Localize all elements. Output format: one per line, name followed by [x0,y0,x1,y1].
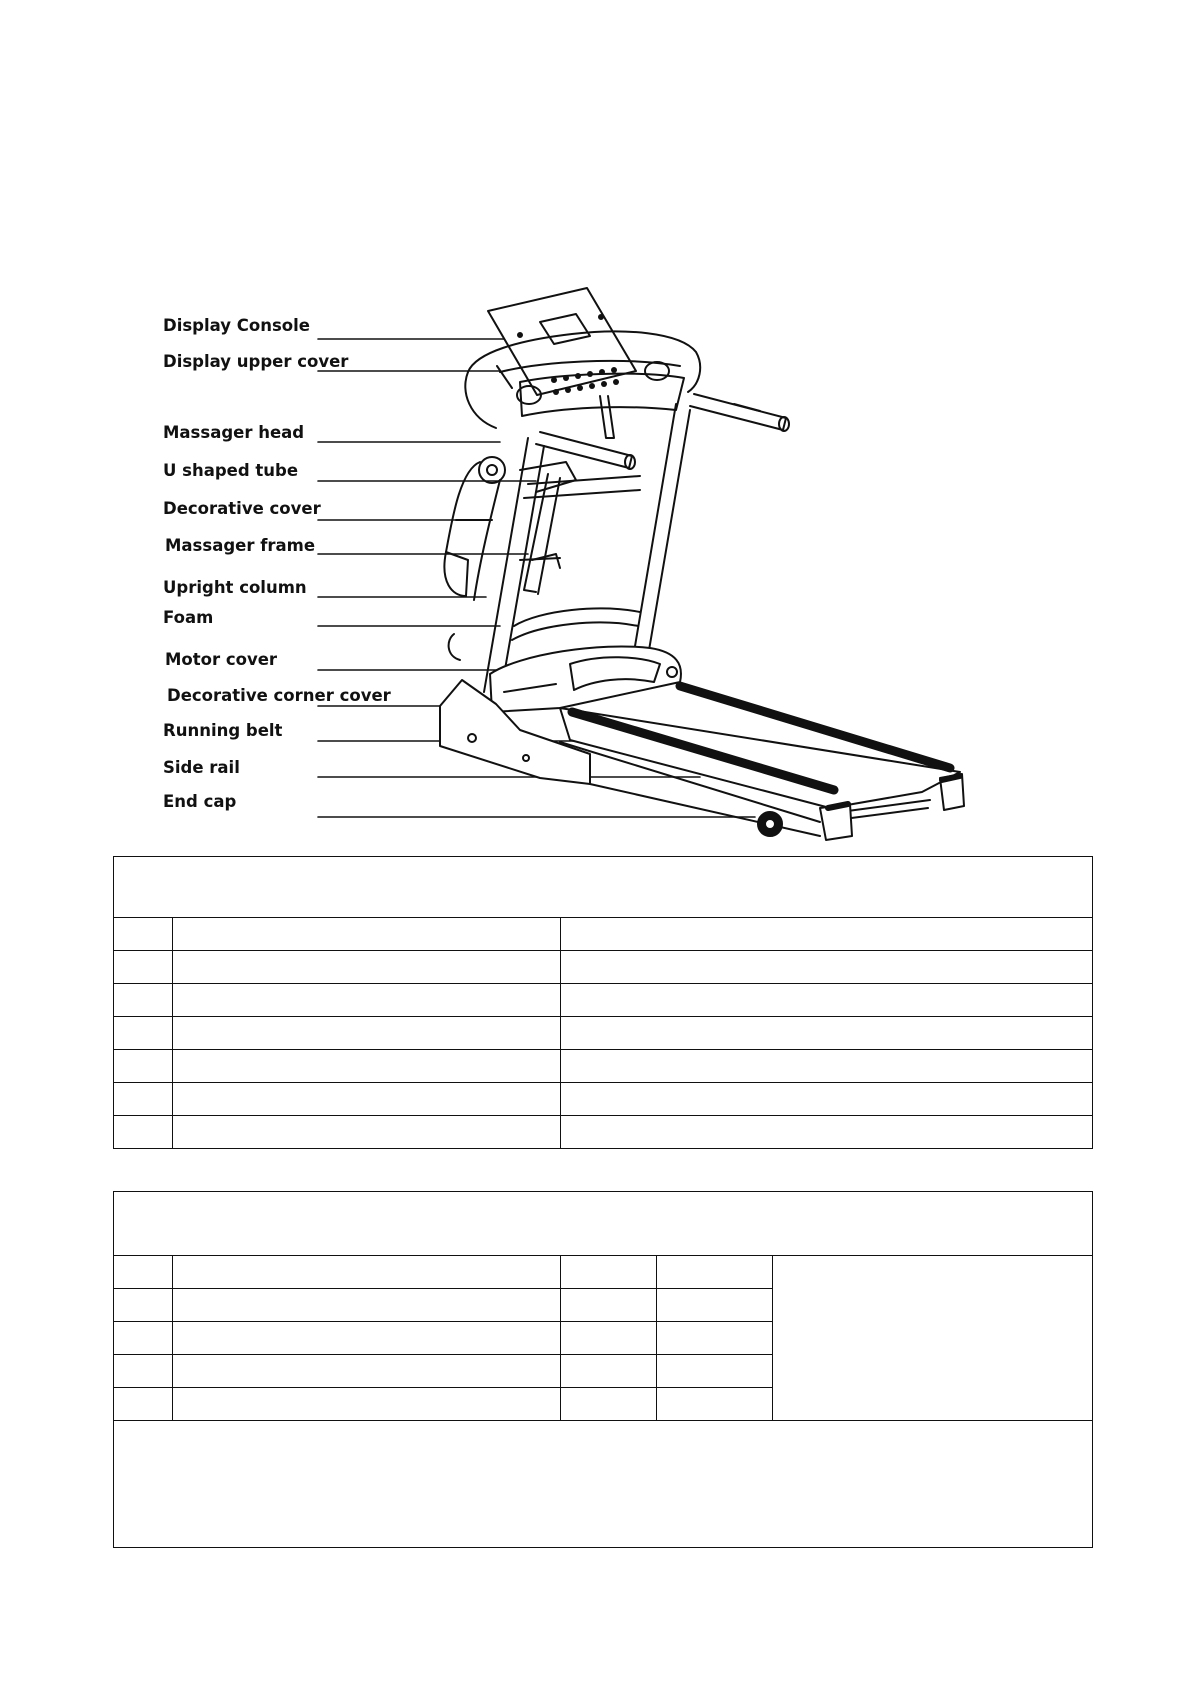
label-motor-cover: Motor cover [165,650,278,669]
label-u-shaped-tube: U shaped tube [163,461,299,480]
label-decorative-corner-cover: Decorative corner cover [167,686,391,705]
table-row [114,1083,1093,1116]
handlebars [536,394,789,469]
label-massager-frame: Massager frame [165,536,316,555]
table-row [114,984,1093,1017]
label-foam: Foam [163,608,214,627]
label-massager-head: Massager head [163,423,305,442]
label-display-upper-cover: Display upper cover [163,352,349,371]
parts-footer-note [114,1421,1093,1548]
table-row [114,918,1093,951]
label-display-console: Display Console [163,316,310,335]
label-running-belt: Running belt [163,721,283,740]
motor-cover [490,646,681,712]
massager-assembly [444,457,576,660]
running-deck [560,686,960,836]
table-row [114,951,1093,984]
label-upright-column: Upright column [163,578,307,597]
table-row [114,1050,1093,1083]
parts-table-title [114,1192,1093,1256]
specification-table [113,856,1093,1149]
display-console [488,288,636,395]
table-row [114,1017,1093,1050]
parts-table [113,1191,1093,1548]
table-row [114,1116,1093,1149]
table-row [114,1256,1093,1289]
label-end-cap: End cap [163,792,237,811]
label-decorative-cover: Decorative cover [163,499,321,518]
spec-table-title [114,857,1093,918]
parts-side-note [773,1256,1093,1421]
adjustment-knob [758,812,782,836]
label-side-rail: Side rail [163,758,240,777]
